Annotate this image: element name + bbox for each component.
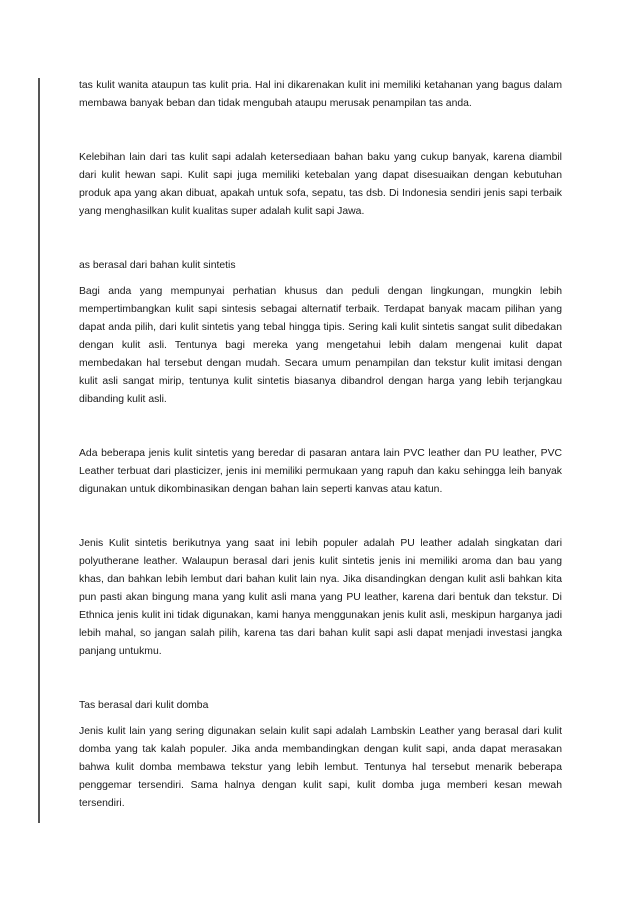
paragraph-domba: Jenis kulit lain yang sering digunakan selain kulit sapi adalah Lambskin Leather yang berasal dari kulit domba yang tak kalah populer. Jika anda membandingkan dengan kulit sapi, anda dapat merasakan bahwa kulit domba membawa tekstur yang lebih lembut. Tentunya hal tersebut menarik beberapa penggemar tersendiri. Sama halnya dengan kulit sapi, kulit domba juga memberi kesan mewah tersendiri. xyxy=(79,726,562,809)
paragraph-kelebihan: Kelebihan lain dari tas kulit sapi adalah ketersediaan bahan baku yang cukup banyak, karena diambil dari kulit hewan sapi. Kulit sapi juga memiliki ketebalan yang dapat disesuaikan dengan kebutuhan produk apa yang akan dibuat, apakah untuk sofa, sepatu, tas dsb. Di Indonesia sendiri jenis sapi terbaik yang menghasilkan kulit kualitas super adalah kulit sapi Jawa. xyxy=(79,152,562,217)
heading-kulit-sintetis: as berasal dari bahan kulit sintetis xyxy=(79,260,236,271)
paragraph-jenis-sintetis: Ada beberapa jenis kulit sintetis yang beredar di pasaran antara lain PVC leather dan PU leather, PVC Leather terbuat dari plasticizer, jenis ini memiliki permukaan yang rapuh dan kaku sehingga leih banyak digunakan untuk dikombinasikan dengan bahan lain seperti kanvas atau katun. xyxy=(79,448,562,495)
paragraph-intro: tas kulit wanita ataupun tas kulit pria. Hal ini dikarenakan kulit ini memiliki ketahanan yang bagus dalam membawa banyak beban dan tidak mengubah ataupu merusak penampilan tas anda. xyxy=(79,80,562,109)
heading-kulit-domba: Tas berasal dari kulit domba xyxy=(79,700,209,711)
document-body xyxy=(79,77,562,813)
paragraph-sintetis: Bagi anda yang mempunyai perhatian khusus dan peduli dengan lingkungan, mungkin lebih mempertimbangkan kulit sapi sintesis sebagai alternatif terbaik. Terdapat banyak macam pilihan yang dapat anda pilih, dari kulit sintetis yang tebal hingga tipis. Sering kali kulit sintetis sangat sulit dibedakan dengan kulit asli. Tentunya bagi mereka yang mengetahui lebih dalam mengenai kulit dapat membedakan hal tersebut dengan mudah. Secara umum penampilan dan tekstur kulit imitasi dengan kulit asli sangat mirip, tentunya kulit sintetis biasanya dibandrol dengan harga yang lebih terjangkau dibanding kulit asli. xyxy=(79,286,562,405)
page-margin-line xyxy=(38,78,40,823)
paragraph-pu-leather: Jenis Kulit sintetis berikutnya yang saat ini lebih populer adalah PU leather adalah singkatan dari polyutherane leather. Walaupun berasal dari jenis kulit sintetis jenis ini memiliki aroma dan bau yang khas, dan bahkan lebih lembut dari bahan kulit lain nya. Jika disandingkan dengan kulit asli bahkan kita pun pasti akan bingung mana yang kulit asli mana yang PU leather, karena dari bentuk dan tekstur. Di Ethnica jenis kulit ini tidak digunakan, kami hanya menggunakan jenis kulit asli, meskipun harganya jadi lebih mahal, so jangan salah pilih, karena tas dari bahan kulit sapi asli dapat menjadi investasi jangka panjang untukmu. xyxy=(79,538,562,657)
